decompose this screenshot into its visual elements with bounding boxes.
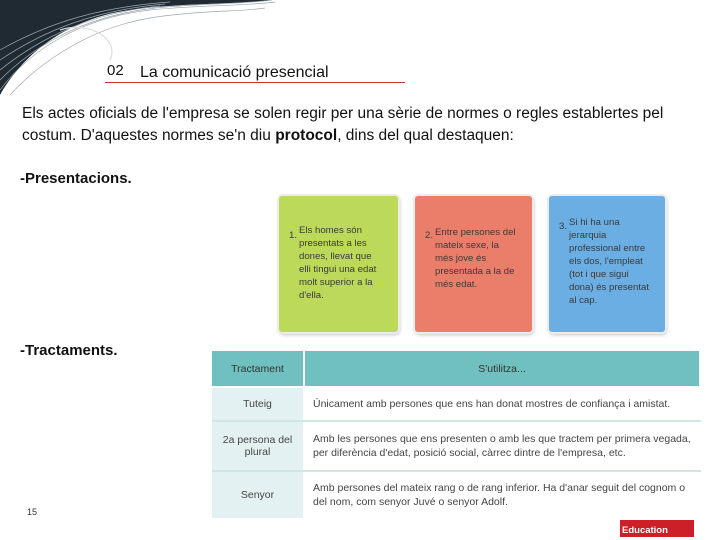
intro-text-start: Els actes oficials de l'empresa se solen regir per una sèrie de normes o regles establertes pel costum. D'aquestes normes se'n diu xyxy=(22,105,664,144)
table-cell-usage: Amb persones del mateix rang o de rang inferior. Ha d'anar seguit del cognom o del nom, com senyor Juvé o senyor Adolf. xyxy=(304,471,700,519)
table-cell-treatment: 2a persona del plural xyxy=(212,421,304,471)
publisher-logo-text: Education xyxy=(622,525,668,536)
intro-paragraph xyxy=(22,103,702,147)
title-underline xyxy=(105,82,405,83)
page-number: 15 xyxy=(27,507,38,517)
section-number: 02 xyxy=(107,62,124,79)
table-cell-usage: Amb les persones que ens presenten o amb les que tractem per primera vegada, per diferència d'edat, posició social, càrrec dintre de l'empresa, etc. xyxy=(304,421,700,471)
table-row xyxy=(212,421,700,471)
table-cell-treatment: Tuteig xyxy=(212,387,304,421)
presentations-heading: -Presentacions. xyxy=(20,170,132,187)
card-number: 3. xyxy=(559,221,568,232)
card-text: Si hi ha una jerarquia professional entre els dos, l'empleat (tot i que sigui dona) és presentat al cap. xyxy=(569,217,650,306)
intro-text-end: , dins del qual destaquen: xyxy=(337,127,514,144)
treatments-table xyxy=(212,351,701,520)
treatments-heading: -Tractaments. xyxy=(20,342,118,359)
table-header-cell: Tractament xyxy=(212,351,304,387)
table-row xyxy=(212,387,700,421)
presentation-card-2 xyxy=(415,196,532,332)
card-text: Entre persones del mateix sexe, la més jove és presentada a la de més edat. xyxy=(435,227,516,290)
presentation-card-1 xyxy=(279,196,398,332)
card-number: 1. xyxy=(289,230,298,241)
table-header-row xyxy=(212,351,700,387)
intro-bold-term: protocol xyxy=(275,127,338,144)
table-header-cell: S'utilitza... xyxy=(304,351,700,387)
section-title: La comunicació presencial xyxy=(140,64,329,81)
table-row xyxy=(212,471,700,519)
card-text: Els homes són presentats a les dones, llevat que elli tingui una edat molt superior a la d'ella. xyxy=(299,225,377,301)
presentation-card-3 xyxy=(549,196,665,332)
card-number: 2. xyxy=(425,230,434,241)
table-cell-treatment: Senyor xyxy=(212,471,304,519)
table-cell-usage: Únicament amb persones que ens han donat mostres de confiança i amistat. xyxy=(304,387,700,421)
